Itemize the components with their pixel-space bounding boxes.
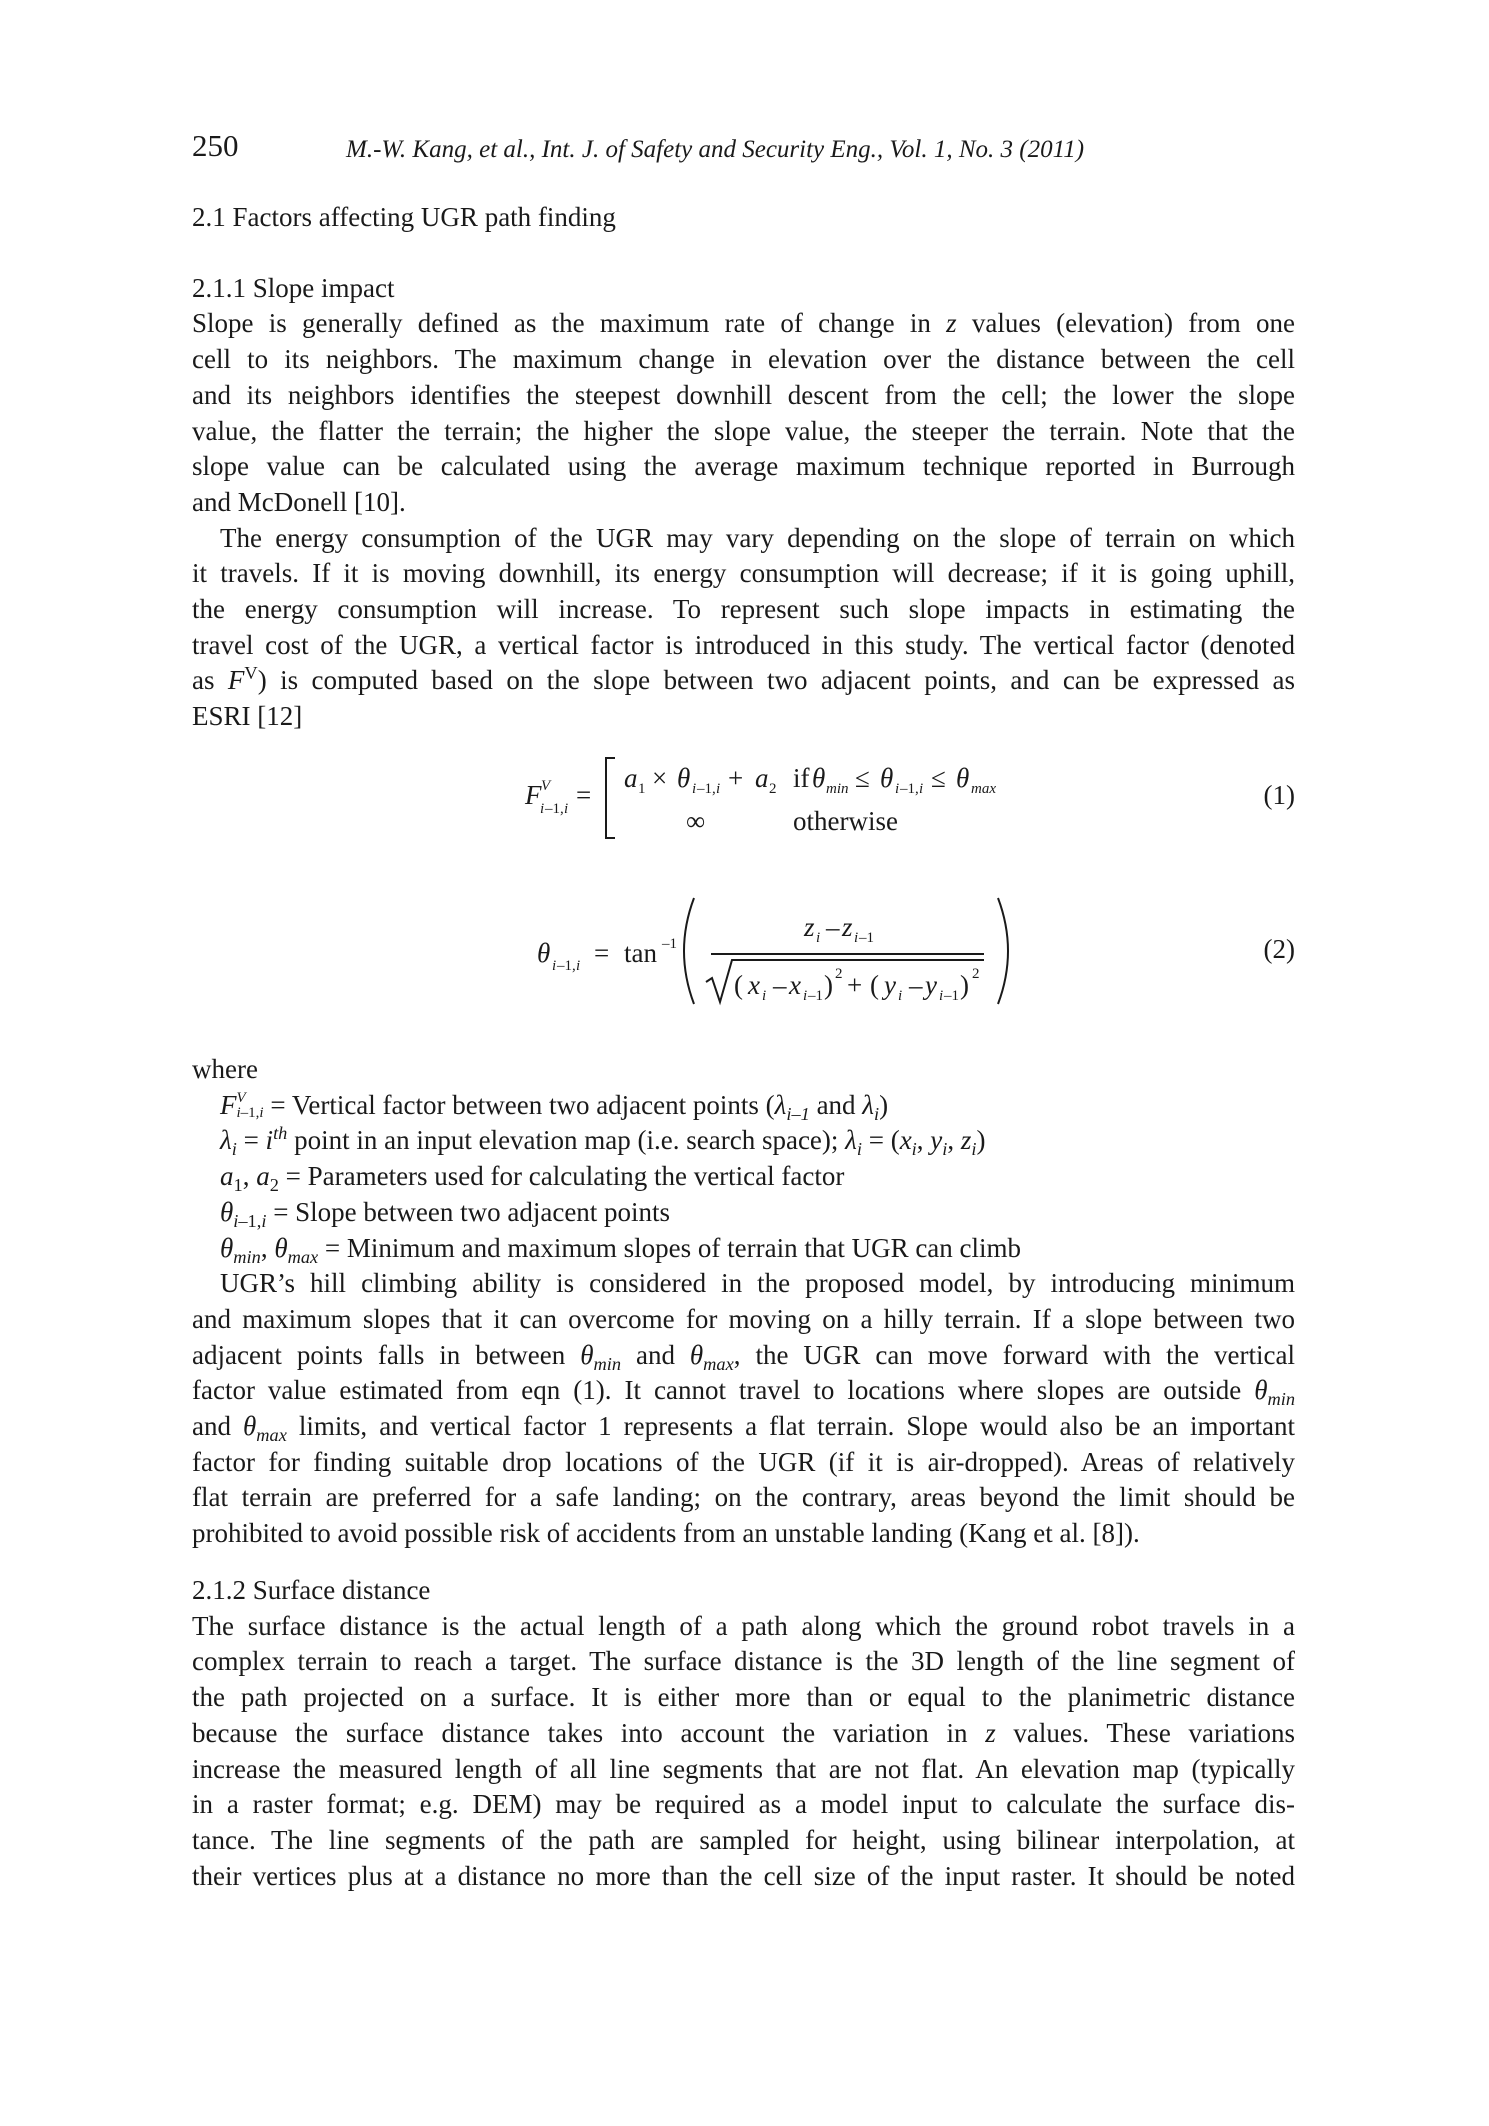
svg-text:2: 2 xyxy=(835,966,843,982)
equation-number-2: (2) xyxy=(1263,934,1295,964)
text-line: and maximum slopes that it can overcome for moving on a hilly terrain. If a slope between two xyxy=(192,1303,1295,1334)
svg-text:y: y xyxy=(925,970,937,1000)
svg-text:–: – xyxy=(826,912,840,942)
svg-text:+: + xyxy=(847,970,863,1000)
svg-text:min: min xyxy=(826,781,849,797)
text-line: and McDonell [10]. xyxy=(192,486,406,517)
svg-text:y: y xyxy=(884,970,896,1000)
svg-text:θ: θ xyxy=(956,763,970,793)
svg-text:i: i xyxy=(716,781,721,797)
svg-text:tan: tan xyxy=(624,938,657,968)
svg-text:i: i xyxy=(803,988,808,1004)
equation-2-graphic xyxy=(192,890,1295,1012)
text-line: value, the flatter the terrain; the higher the slope value, the steeper the terrain. Note that the xyxy=(192,415,1295,446)
svg-text:–1,: –1, xyxy=(545,801,564,817)
definition-parameters-text: = Parameters used for calculating the vertical factor xyxy=(278,1161,845,1192)
text-line: ESRI [12] xyxy=(192,701,303,732)
svg-text:i: i xyxy=(816,930,821,946)
equation-number-1: (1) xyxy=(1263,780,1295,810)
text-line: complex terrain to reach a target. The surface distance is the 3D length of the line segment of xyxy=(192,1646,1295,1677)
svg-text:θ: θ xyxy=(677,763,691,793)
svg-text:–1: –1 xyxy=(859,930,874,946)
text-line: in a raster format; e.g. DEM) may be required as a model input to calculate the surface dis- xyxy=(192,1789,1295,1820)
equation-1 xyxy=(192,752,1295,844)
text-line: and $\theta_{max}$ limits, and vertical factor 1 represents a flat terrain. Slope would also be an important xyxy=(192,1411,1295,1445)
svg-text:(: ( xyxy=(734,970,743,1000)
svg-text:–1: –1 xyxy=(808,988,823,1004)
text-line: prohibited to avoid possible risk of accidents from an unstable landing (Kang et al. [8]). xyxy=(192,1518,1140,1549)
svg-text:V: V xyxy=(541,778,551,794)
text-line: because the surface distance takes into account the variation in z values. These variations xyxy=(192,1717,1295,1748)
text-line: factor for finding suitable drop locations of the UGR (if it is air-dropped). Areas of relatively xyxy=(192,1446,1295,1477)
svg-text:max: max xyxy=(971,781,996,797)
text-line: factor value estimated from eqn (1). It cannot travel to locations where slopes are outside $\theta_{min}$ xyxy=(192,1375,1295,1410)
svg-text:×: × xyxy=(652,763,668,793)
svg-text:+: + xyxy=(728,763,744,793)
svg-text:1: 1 xyxy=(638,781,646,797)
definition-vertical-factor: F V i–1,i = Vertical factor between two adjacent points ($\lambda_{i-1}$ and $\lambda_i$) xyxy=(220,1089,889,1124)
definitions-block xyxy=(192,1052,1295,1552)
svg-text:i: i xyxy=(895,781,900,797)
svg-text:z: z xyxy=(842,912,853,942)
svg-text:2: 2 xyxy=(972,966,980,982)
svg-text:z: z xyxy=(804,912,815,942)
text-line: as $F^V$) is computed based on the slope between two adjacent points, and can be expressed as xyxy=(192,663,1295,696)
svg-text:–1,: –1, xyxy=(900,781,919,797)
svg-text:): ) xyxy=(960,970,969,1000)
svg-text:–1: –1 xyxy=(662,936,677,952)
paragraph-slope-definition xyxy=(192,306,1295,520)
equation-1-graphic xyxy=(192,752,1295,844)
svg-text:i: i xyxy=(854,930,859,946)
svg-text:θ: θ xyxy=(812,763,826,793)
page-number: 250 xyxy=(192,128,239,163)
text-line: The surface distance is the actual length of a path along which the ground robot travels in a xyxy=(192,1610,1295,1641)
text-line: cell to its neighbors. The maximum change in elevation over the distance between the cell xyxy=(192,344,1295,375)
svg-text:otherwise: otherwise xyxy=(793,806,898,836)
running-head: M.-W. Kang, et al., Int. J. of Safety and Security Eng., Vol. 1, No. 3 (2011) xyxy=(346,136,1085,163)
svg-text:–1,: –1, xyxy=(557,958,576,974)
svg-text:≤: ≤ xyxy=(855,763,870,793)
svg-text:θ: θ xyxy=(880,763,894,793)
svg-text:i: i xyxy=(540,801,545,817)
svg-text:i: i xyxy=(762,988,767,1004)
svg-text:i: i xyxy=(919,781,924,797)
definition-parameters: $a_1$, $a_2$ = Parameters used for calculating the vertical factor xyxy=(220,1161,845,1195)
svg-text:x: x xyxy=(789,970,801,1000)
text-line: their vertices plus at a distance no more than the cell size of the input raster. It should be noted xyxy=(192,1860,1295,1891)
svg-text:i: i xyxy=(939,988,944,1004)
text-line: flat terrain are preferred for a safe landing; on the contrary, areas beyond the limit should be xyxy=(192,1482,1295,1513)
svg-text:a: a xyxy=(755,763,769,793)
text-line: it travels. If it is moving downhill, its energy consumption will decrease; if it is going uphill, xyxy=(192,558,1295,589)
paragraph-hill-climbing xyxy=(192,1266,1295,1552)
definition-slope: $\theta_{i-1,i}$ = Slope between two adjacent points xyxy=(220,1196,671,1231)
svg-text:≤: ≤ xyxy=(931,763,946,793)
surface-distance-block xyxy=(192,1573,1295,1894)
text-line: the energy consumption will increase. To represent such slope impacts in estimating the xyxy=(192,594,1295,625)
svg-text:–: – xyxy=(773,970,787,1000)
svg-text:i: i xyxy=(898,988,903,1004)
svg-text:(: ( xyxy=(870,970,879,1000)
svg-text:if: if xyxy=(793,763,810,793)
definition-lambda: $\lambda_i = i^{th}$ point in an input elevation map (i.e. search space); $\lambda_i = (x_i$, $y_i$, $z_i$) xyxy=(220,1123,986,1160)
text-line: The energy consumption of the UGR may vary depending on the slope of terrain on which xyxy=(220,522,1295,553)
text-line: UGR’s hill climbing ability is considered in the proposed model, by introducing minimum xyxy=(220,1268,1295,1299)
svg-text:i: i xyxy=(692,781,697,797)
svg-text:a: a xyxy=(624,763,638,793)
section-heading: 2.1 Factors affecting UGR path finding xyxy=(192,202,616,232)
text-line: tance. The line segments of the path are sampled for height, using bilinear interpolation, at xyxy=(192,1824,1295,1855)
svg-text:2: 2 xyxy=(769,781,777,797)
text-line: increase the measured length of all line segments that are not flat. An elevation map (typically xyxy=(192,1753,1295,1784)
where-label: where xyxy=(192,1054,258,1084)
section-block xyxy=(192,200,1295,735)
page-header xyxy=(192,128,1295,168)
svg-text:–: – xyxy=(909,970,923,1000)
subsection-heading-surface: 2.1.2 Surface distance xyxy=(192,1575,431,1605)
svg-text:i: i xyxy=(564,801,569,817)
text-line: adjacent points falls in between $\theta_{min}$ and $\theta_{max}$, the UGR can move forward with the vertical xyxy=(192,1339,1296,1374)
paragraph-energy xyxy=(192,521,1295,735)
svg-text:∞: ∞ xyxy=(686,806,706,836)
svg-text:–1,: –1, xyxy=(697,781,716,797)
svg-text:i: i xyxy=(576,958,581,974)
definition-slope-text: = Slope between two adjacent points xyxy=(266,1196,671,1227)
svg-text:x: x xyxy=(748,970,760,1000)
text-line: travel cost of the UGR, a vertical factor is introduced in this study. The vertical factor (denoted xyxy=(192,629,1295,660)
text-line: slope value can be calculated using the average maximum technique reported in Burrough xyxy=(192,451,1295,482)
text-line: and its neighbors identifies the steepest downhill descent from the cell; the lower the slope xyxy=(192,379,1295,410)
svg-text:=: = xyxy=(576,780,592,810)
text-line: the path projected on a surface. It is either more than or equal to the planimetric distance xyxy=(192,1682,1295,1713)
text-line: Slope is generally defined as the maximum rate of change in z values (elevation) from one xyxy=(192,308,1295,339)
paragraph-surface-distance xyxy=(192,1609,1295,1895)
svg-text:F: F xyxy=(525,780,542,810)
equation-2 xyxy=(192,890,1295,1012)
svg-text:): ) xyxy=(824,970,833,1000)
svg-text:=: = xyxy=(594,938,610,968)
definition-min-max-text: = Minimum and maximum slopes of terrain that UGR can climb xyxy=(318,1232,1022,1263)
svg-text:–1: –1 xyxy=(944,988,959,1004)
svg-text:i: i xyxy=(552,958,557,974)
svg-text:θ: θ xyxy=(537,938,551,968)
subsection-heading-slope: 2.1.1 Slope impact xyxy=(192,272,395,303)
definition-min-max: $\theta_{min}$, $\theta_{max}$ = Minimum and maximum slopes of terrain that UGR can climb xyxy=(220,1232,1022,1267)
